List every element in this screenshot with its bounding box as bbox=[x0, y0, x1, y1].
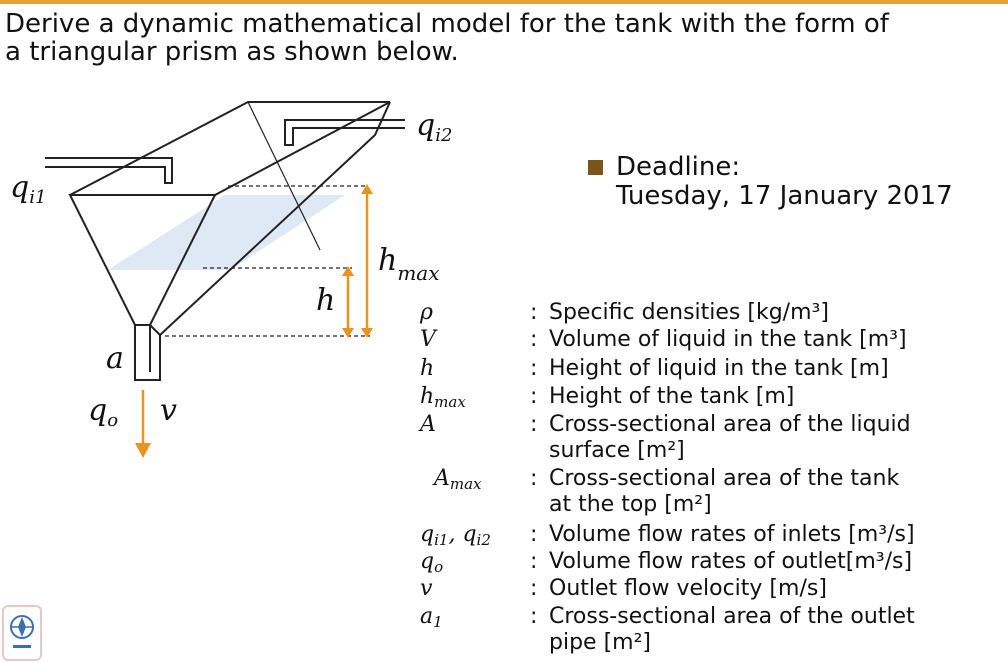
label-qi2: $q_{i2}$ bbox=[416, 108, 453, 146]
legend-description: Cross-sectional area of the tank at the top [m²] bbox=[549, 466, 900, 517]
legend-symbol: $A_{max}$ bbox=[434, 466, 482, 493]
legend-description: Height of the tank [m] bbox=[549, 384, 795, 409]
legend-description: Cross-sectional area of the outlet pipe [m²] bbox=[549, 604, 915, 655]
legend-description: Outlet flow velocity [m/s] bbox=[549, 576, 827, 601]
outflow-arrow-head bbox=[135, 443, 151, 458]
legend-description: Height of liquid in the tank [m] bbox=[549, 356, 889, 381]
logo-emblem-icon bbox=[4, 607, 40, 659]
legend-description: Volume of liquid in the tank [m³] bbox=[549, 327, 907, 352]
legend-description: Volume flow rates of outlet[m³/s] bbox=[549, 549, 913, 574]
legend-symbol: $h_{max}$ bbox=[420, 384, 466, 411]
liquid-surface bbox=[108, 195, 345, 270]
top-accent-line bbox=[0, 0, 1008, 4]
label-a: a bbox=[106, 341, 124, 376]
title-line-2: a triangular prism as shown below. bbox=[5, 37, 459, 67]
label-h: h bbox=[316, 283, 336, 318]
label-v: v bbox=[160, 393, 177, 428]
label-qi1: $q_{i1}$ bbox=[10, 170, 47, 208]
legend-symbol: V bbox=[420, 327, 436, 352]
deadline-date: Tuesday, 17 January 2017 bbox=[616, 181, 953, 211]
label-qo: $q_o$ bbox=[88, 393, 119, 431]
legend-symbol: $q_o$ bbox=[420, 549, 444, 576]
legend-description: Volume flow rates of inlets [m³/s] bbox=[549, 522, 915, 547]
legend-description: Cross-sectional area of the liquid surface [m²] bbox=[549, 412, 911, 463]
label-hmax: $h_{max}$ bbox=[378, 243, 440, 285]
page-title bbox=[5, 10, 1005, 66]
legend-symbol: v bbox=[420, 576, 433, 601]
legend-symbol: h bbox=[420, 356, 435, 381]
inlet-pipe-2 bbox=[285, 120, 405, 145]
title-line-1: Derive a dynamic mathematical model for the tank with the form of bbox=[5, 9, 889, 39]
legend-symbol: ρ bbox=[420, 300, 433, 325]
tank-top-edges bbox=[70, 102, 390, 195]
legend-symbol: A bbox=[420, 412, 436, 437]
bullet-square bbox=[588, 160, 603, 175]
outlet-pipe bbox=[135, 325, 160, 380]
legend-symbol: $a_1$ bbox=[420, 604, 443, 631]
tank-diagram bbox=[0, 90, 480, 470]
legend-symbol: $q_{i1}$, $q_{i2}$ bbox=[420, 522, 491, 549]
institution-logo bbox=[2, 605, 42, 661]
deadline-label: Deadline: bbox=[616, 152, 741, 182]
legend-description: Specific densities [kg/m³] bbox=[549, 300, 829, 325]
inlet-pipe-1 bbox=[45, 158, 172, 183]
